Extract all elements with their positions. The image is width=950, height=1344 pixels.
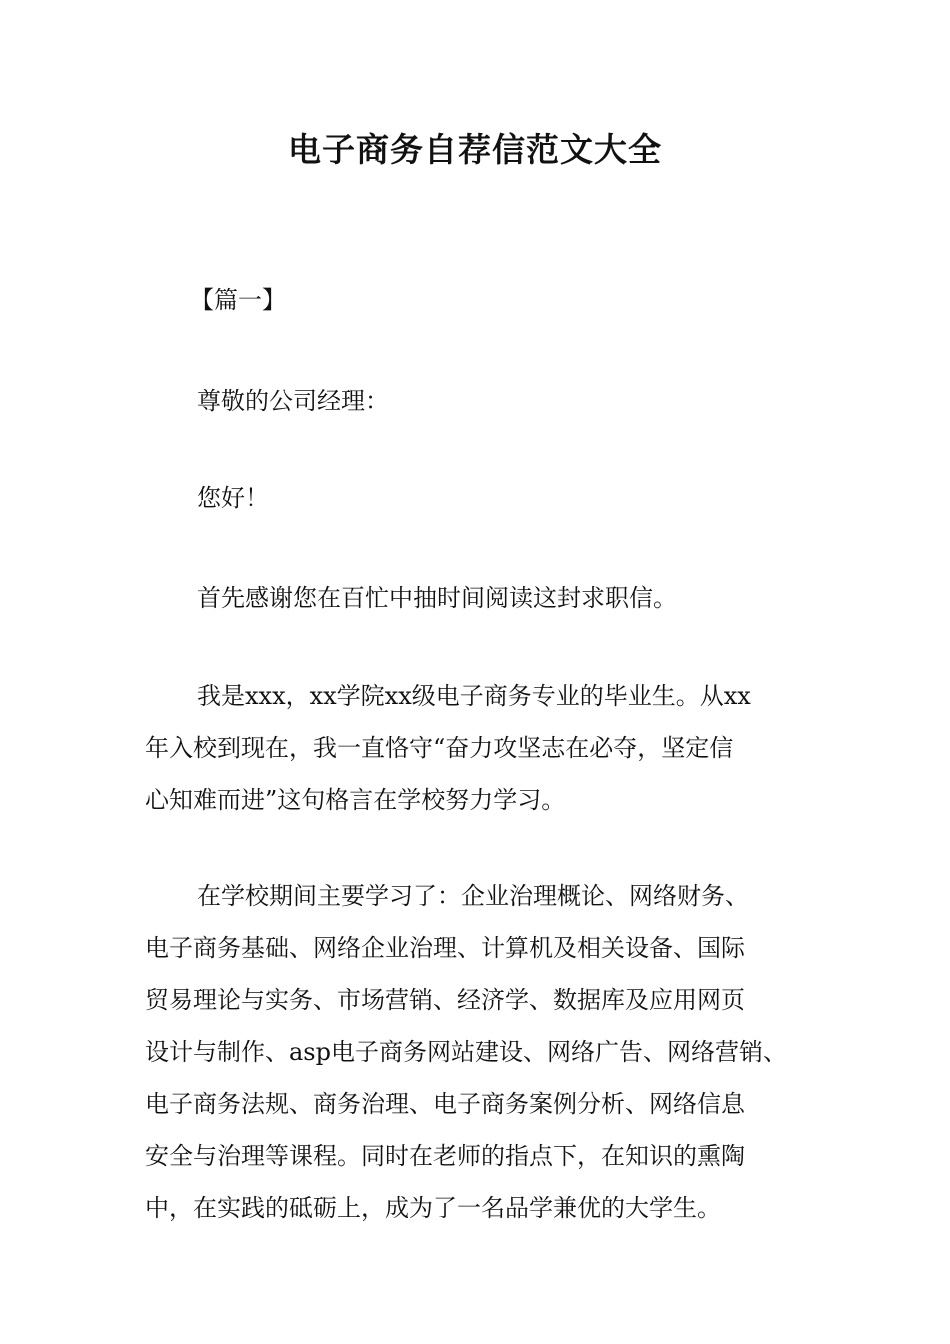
paragraph-line: 设计与制作、asp电子商务网站建设、网络广告、网络营销、 [145,1038,787,1066]
paragraph-line: 安全与治理等课程。同时在老师的指点下，在知识的熏陶 [145,1142,745,1170]
salutation: 尊敬的公司经理： [197,387,389,415]
paragraph-line: 贸易理论与实务、市场营销、经济学、数据库及应用网页 [145,986,745,1014]
section-heading: 【篇一】 [190,286,286,314]
paragraph-courses [145,870,835,1234]
paragraph-line: 电子商务基础、网络企业治理、计算机及相关设备、国际 [145,934,745,962]
paragraph-line: 电子商务法规、商务治理、电子商务案例分析、网络信息 [145,1090,745,1118]
paragraph-line: 我是xxx，xx学院xx级电子商务专业的毕业生。从xx [197,682,751,710]
paragraph-line: 在学校期间主要学习了：企业治理概论、网络财务、 [197,882,749,910]
paragraph-line: 心知难而进”这句格言在学校努力学习。 [145,786,566,814]
greeting: 您好！ [197,484,269,512]
paragraph-line: 中，在实践的砥砺上，成为了一名品学兼优的大学生。 [145,1194,721,1222]
paragraph-line: 年入校到现在，我一直恪守“奋力攻坚志在必夺，坚定信 [145,734,734,762]
paragraph-background [145,670,835,826]
document-title: 电子商务自荐信范文大全 [288,130,662,169]
paragraph-intro: 首先感谢您在百忙中抽时间阅读这封求职信。 [197,584,677,612]
